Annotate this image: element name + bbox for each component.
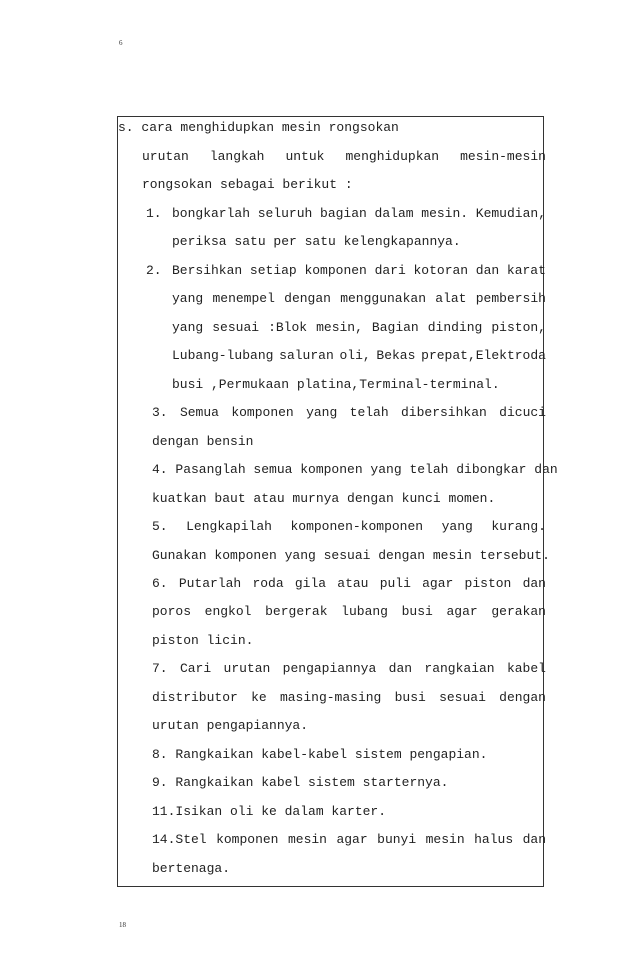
step-2-line-2: yang menempel dengan menggunakan alat pembersih — [172, 291, 546, 306]
step-6-line-2: poros engkol bergerak lubang busi agar gerakan — [152, 604, 546, 619]
step-3-line-1: 3. Semua komponen yang telah dibersihkan dicuci — [152, 405, 546, 420]
step-9-line-1: 9. Rangkaikan kabel sistem starternya. — [152, 775, 449, 790]
step-label: 2. — [146, 263, 162, 278]
word: langkah — [209, 149, 265, 164]
step-14-line-2: bertenaga. — [152, 861, 231, 876]
step-3-line-2: dengan bensin — [152, 434, 254, 449]
step-7-line-1: 7. Cari urutan pengapiannya dan rangkaian kabel — [152, 661, 546, 676]
step-8-line-1: 8. Rangkaikan kabel-kabel sistem pengapian. — [152, 747, 488, 762]
intro-line: rongsokan sebagai berikut : — [142, 177, 353, 192]
step-7-line-2: distributor ke masing-masing busi sesuai dengan — [152, 690, 546, 705]
step-7-line-3: urutan pengapiannya. — [152, 718, 309, 733]
step-6-line-3: piston licin. — [152, 633, 254, 648]
step-11-line-1: 11.Isikan oli ke dalam karter. — [152, 804, 387, 819]
step-14-line-1: 14.Stel komponen mesin agar bunyi mesin halus dan — [152, 832, 546, 847]
step-2-line-3: yang sesuai :Blok mesin, Bagian dinding piston, — [172, 320, 546, 335]
step-4-line-2: kuatkan baut atau murnya dengan kunci momen. — [152, 491, 496, 506]
word: menghidupkan — [345, 149, 440, 164]
step-4-line-1: 4. Pasanglah semua komponen yang telah dibongkar dan — [152, 462, 558, 477]
word: mesin-mesin — [460, 149, 546, 164]
page-number-bottom: 18 — [119, 921, 126, 929]
step-1-line-2: periksa satu per satu kelengkapannya. — [172, 234, 461, 249]
step-label: 1. — [146, 206, 162, 221]
intro-line — [142, 149, 546, 164]
word: urutan — [142, 149, 189, 164]
step-1-line-1: bongkarlah seluruh bagian dalam mesin. Kemudian, — [172, 206, 546, 221]
section-title: s. cara menghidupkan mesin rongsokan — [118, 120, 399, 135]
step-2-line-5: busi ,Permukaan platina,Terminal-terminal. — [172, 377, 500, 392]
step-5-line-1: 5. Lengkapilah komponen-komponen yang kurang. — [152, 519, 546, 534]
step-2-line-4: Lubang-lubang saluran oli, Bekas prepat,Elektroda — [172, 348, 546, 363]
page-number-top: 6 — [119, 39, 123, 47]
step-2-line-1: Bersihkan setiap komponen dari kotoran dan karat — [172, 263, 546, 278]
step-5-line-2: Gunakan komponen yang sesuai dengan mesin tersebut. — [152, 548, 550, 563]
step-6-line-1: 6. Putarlah roda gila atau puli agar piston dan — [152, 576, 546, 591]
word: untuk — [285, 149, 325, 164]
